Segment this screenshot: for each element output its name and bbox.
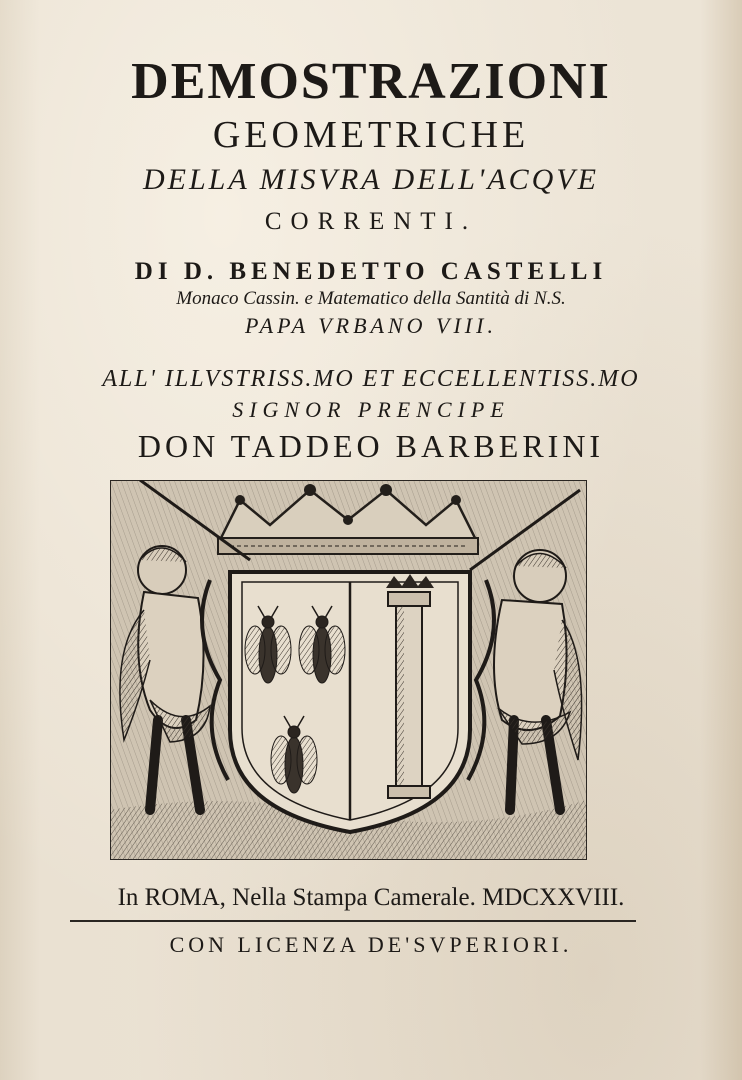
title-line-3: DELLA MISVRA DELL'ACQVE [143,163,599,196]
title-line-4: CORRENTI. [264,208,478,235]
divider-rule [70,920,636,922]
imprint: In ROMA, Nella Stampa Camerale. MDCXXVIII. [117,884,625,911]
coat-of-arms-engraving [110,480,587,860]
dedicatee: DON TADDEO BARBERINI [137,428,605,464]
author-role: Monaco Cassin. e Matematico della Santità di N.S. [176,288,566,309]
shield-icon [230,572,470,832]
dedication-line-1: ALL' ILLVSTRISS.MO ET ECCELLENTISS.MO [102,366,640,392]
dedication-line-2: SIGNOR PRENCIPE [232,397,510,422]
title-line-2: GEOMETRICHE [212,114,530,156]
author-line: DI D. BENEDETTO CASTELLI [134,258,608,285]
license-line: CON LICENZA DE'SVPERIORI. [169,932,573,957]
pope-line: PAPA VRBANO VIII. [245,313,497,338]
title-line-1: DEMOSTRAZIONI [131,53,611,110]
